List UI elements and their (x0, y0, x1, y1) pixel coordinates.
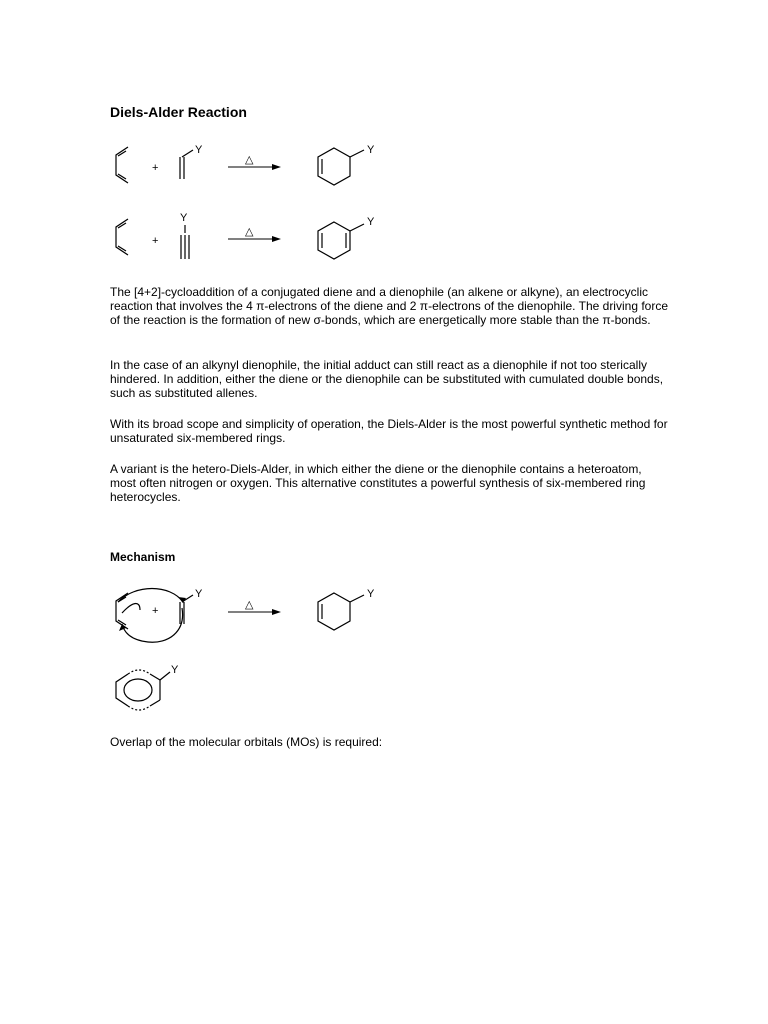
transition-state-structure (0, 660, 768, 715)
substituent-label: Y (195, 144, 203, 156)
cyclohexene-product (318, 593, 364, 630)
substituent-label: Y (367, 588, 375, 600)
alkene-dienophile (180, 150, 193, 179)
substituent-label: Y (195, 588, 203, 600)
paragraph-scope: With its broad scope and simplicity of operation, the Diels-Alder is the most powerful synthetic method for unsaturated six-membered rings. (110, 417, 668, 445)
plus-sign: + (152, 605, 159, 617)
mechanism-heading: Mechanism (110, 550, 176, 564)
plus-sign: + (152, 162, 159, 174)
heat-symbol: △ (245, 154, 254, 166)
substituent-label: Y (367, 144, 375, 156)
substituent-label: Y (171, 664, 179, 676)
substituent-label: Y (367, 216, 375, 228)
page-title: Diels-Alder Reaction (110, 104, 247, 120)
paragraph-intro: The [4+2]-cycloaddition of a conjugated diene and a dienophile (an alkene or alkyne), an electrocyclic reaction that involves the 4 π-electrons of the diene and 2 π-electrons of the dienophile. The driving force of the reaction is the formation of new σ-bonds, which are energetically more stable than the π-bonds. (110, 285, 668, 327)
plus-sign: + (152, 235, 159, 247)
diene-structure (116, 147, 128, 183)
paragraph-hetero: A variant is the hetero-Diels-Alder, in which either the diene or the dienophile contains a heteroatom, most often nitrogen or oxygen. This alternative constitutes a powerful synthesis of six-membered ring heterocycles. (110, 462, 646, 504)
electron-flow-arrows (118, 589, 183, 643)
reaction-alkyne-scheme (0, 205, 768, 275)
paragraph-alkynyl: In the case of an alkynyl dienophile, the initial adduct can still react as a dienophile if not too sterically hindered. In addition, either the diene or the dienophile can be substituted with cumulated double bonds, such as substituted allenes. (110, 358, 664, 400)
diene-structure (116, 219, 128, 255)
reaction-alkene-scheme (0, 135, 768, 205)
alkyne-dienophile (181, 225, 189, 259)
cyclohexene-product (318, 148, 364, 185)
heat-symbol: △ (245, 599, 254, 611)
mechanism-scheme (0, 580, 768, 650)
overlap-text: Overlap of the molecular orbitals (MOs) is required: (110, 735, 383, 749)
cyclohexadiene-product (318, 222, 364, 259)
substituent-label: Y (180, 212, 188, 224)
heat-symbol: △ (245, 226, 254, 238)
